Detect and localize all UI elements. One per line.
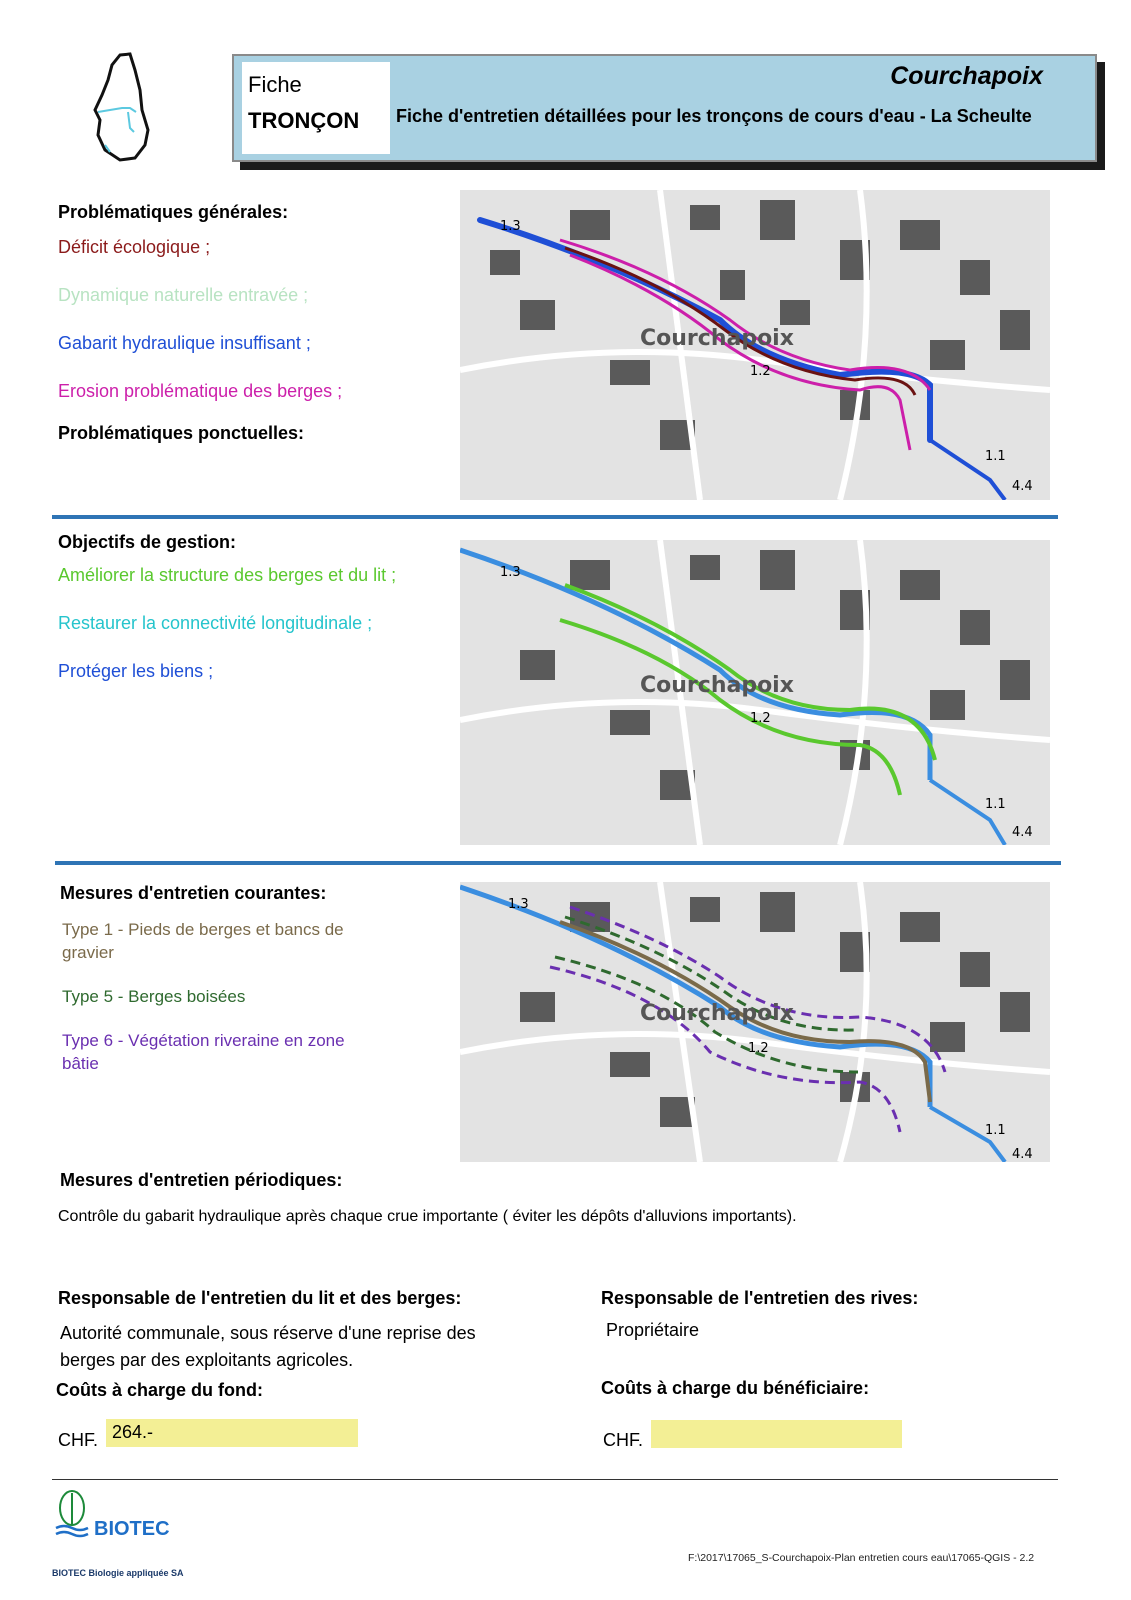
map3-town-label: Courchapoix (640, 1001, 794, 1026)
periodic-measures-text: Contrôle du gabarit hydraulique après chaque crue importante ( éviter les dépôts d'alluvions importants). (58, 1208, 797, 1225)
map2-seg12: 1.2 (750, 711, 771, 726)
map3-seg11: 1.1 (985, 1123, 1006, 1138)
problem-item-3: Gabarit hydraulique insuffisant ; (58, 333, 311, 353)
resp-lit-title: Responsable de l'entretien du lit et des berges: (58, 1288, 462, 1308)
fiche-label: Fiche (248, 72, 302, 97)
map3-seg44: 4.4 (1012, 1147, 1033, 1162)
couts-fond-title: Coûts à charge du fond: (56, 1380, 263, 1400)
resp-rives-title: Responsable de l'entretien des rives: (601, 1288, 919, 1308)
section4-title: Mesures d'entretien périodiques: (60, 1170, 343, 1190)
map-mesures (460, 882, 1050, 1162)
couts-benef-field (651, 1420, 902, 1448)
biotec-logo-icon (52, 1488, 92, 1540)
objective-item-1: Améliorer la structure des berges et du lit ; (58, 565, 397, 585)
biotec-logo-text: BIOTEC (94, 1518, 170, 1540)
section2-title: Objectifs de gestion: (58, 532, 237, 552)
footer-divider (52, 1479, 1058, 1480)
map1-town-label: Courchapoix (640, 326, 794, 351)
section-divider-1 (52, 515, 1058, 519)
map1-seg13: 1.3 (500, 219, 521, 234)
page-subtitle: Fiche d'entretien détaillées pour les tronçons de cours d'eau - La Scheulte (396, 106, 1032, 126)
couts-fond-currency: CHF. (58, 1430, 98, 1450)
section-divider-2 (55, 861, 1061, 865)
map2-seg44: 4.4 (1012, 825, 1033, 840)
map2-seg11: 1.1 (985, 797, 1006, 812)
problem-item-4: Erosion problématique des berges ; (58, 381, 343, 401)
fiche-label-box (242, 62, 390, 154)
map1-seg44: 4.4 (1012, 479, 1033, 494)
map1-seg11: 1.1 (985, 449, 1006, 464)
file-path: F:\2017\17065_S-Courchapoix-Plan entretien cours eau\17065-QGIS - 2.2 (688, 1552, 1035, 1564)
mesure-item-3: Type 6 - Végétation riveraine en zone bâtie (62, 1031, 345, 1073)
mesure-item-1: Type 1 - Pieds de berges et bancs de gravier (62, 920, 344, 962)
map-problematiques (460, 190, 1050, 500)
map3-seg13: 1.3 (508, 897, 529, 912)
problem-item-2: Dynamique naturelle entravée ; (58, 285, 309, 305)
commune-outline-map (90, 50, 160, 165)
objective-item-2: Restaurer la connectivité longitudinale ; (58, 613, 373, 633)
couts-fond-value: 264.- (112, 1422, 154, 1442)
section3-title: Mesures d'entretien courantes: (60, 883, 327, 903)
section1-title: Problématiques générales: (58, 202, 289, 222)
town-title: Courchapoix (890, 62, 1043, 90)
troncon-label: TRONÇON (248, 108, 360, 133)
map1-seg12: 1.2 (750, 364, 771, 379)
problem-item-1: Déficit écologique ; (58, 237, 211, 257)
mesure-item-2: Type 5 - Berges boisées (62, 987, 246, 1006)
ponctuelles-title: Problématiques ponctuelles: (58, 423, 305, 443)
biotec-logo-subtitle: BIOTEC Biologie appliquée SA (52, 1568, 184, 1578)
resp-lit-text: Autorité communale, sous réserve d'une reprise des berges par des exploitants agricoles. (60, 1323, 476, 1370)
couts-benef-currency: CHF. (603, 1430, 643, 1450)
objective-item-3: Protéger les biens ; (58, 661, 214, 681)
map3-seg12: 1.2 (748, 1041, 769, 1056)
map-objectifs (460, 540, 1050, 845)
couts-fond-field (106, 1419, 358, 1447)
header-banner (232, 54, 1097, 162)
couts-benef-title: Coûts à charge du bénéficiaire: (601, 1378, 870, 1398)
resp-rives-text: Propriétaire (606, 1320, 700, 1340)
map2-seg13: 1.3 (500, 565, 521, 580)
map2-town-label: Courchapoix (640, 673, 794, 698)
